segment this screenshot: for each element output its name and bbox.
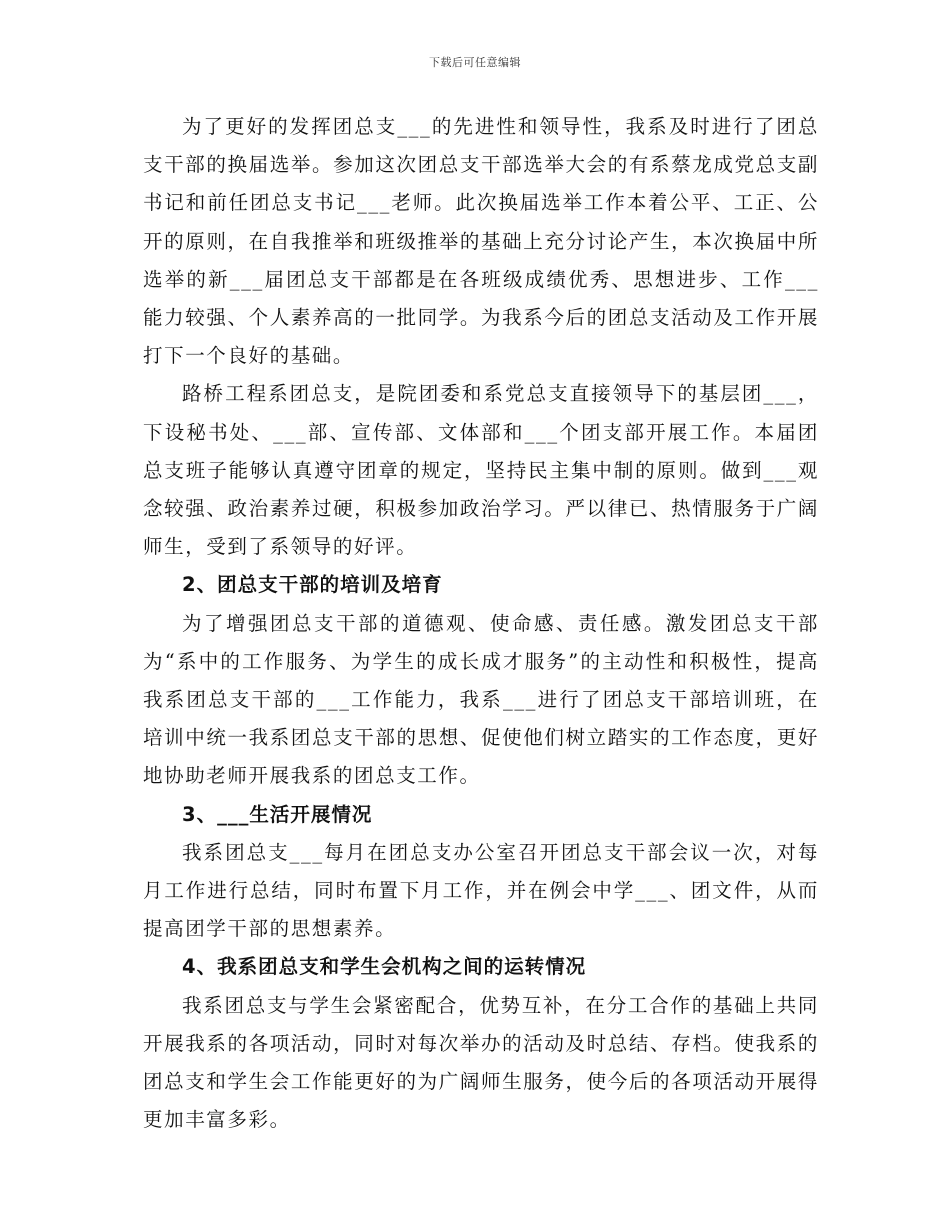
paragraph-training: 为了增强团总支干部的道德观、使命感、责任感。激发团总支干部为“系中的工作服务、为学生的成长成才服务”的主动性和积极性，提高我系团总支干部的___工作能力，我系___进行了团总支干部培训班，在培训中统一我系团总支干部的思想、促使他们树立踏实的工作态度，更好地协助老师开展我系的团总支工作。 bbox=[143, 611, 819, 788]
paragraph-organization: 路桥工程系团总支，是院团委和系党总支直接领导下的基层团___，下设秘书处、___部、宣传部、文体部和___个团支部开展工作。本届团总支班子能够认真遵守团章的规定，坚持民主集中制的原则。做到___观念较强、政治素养过硬，积极参加政治学习。严以律已、热情服务于广阔师生，受到了系领导的好评。 bbox=[143, 382, 819, 559]
section-heading-training: 2、团总支干部的培训及培育 bbox=[182, 573, 443, 597]
paragraph-cooperation: 我系团总支与学生会紧密配合，优势互补，在分工合作的基础上共同开展我系的各项活动，同时对每次举办的活动及时总结、存档。使我系的团总支和学生会工作能更好的为广阔师生服务，使今后的各项活动开展得更加丰富多彩。 bbox=[143, 993, 819, 1132]
document-body bbox=[143, 108, 819, 1139]
paragraph-life: 我系团总支___每月在团总支办公室召开团总支干部会议一次，对每月工作进行总结，同时布置下月工作，并在例会中学___、团文件，从而提高团学干部的思想素养。 bbox=[143, 840, 819, 941]
page-header: 下载后可任意编辑 bbox=[429, 56, 521, 69]
section-heading-life: 3、___生活开展情况 bbox=[182, 802, 373, 826]
section-heading-cooperation: 4、我系团总支和学生会机构之间的运转情况 bbox=[182, 955, 587, 979]
paragraph-election: 为了更好的发挥团总支___的先进性和领导性，我系及时进行了团总支干部的换届选举。参加这次团总支干部选举大会的有系蔡龙成党总支副书记和前任团总支书记___老师。此次换届选举工作本着公平、工正、公开的原则，在自我推举和班级推举的基础上充分讨论产生，本次换届中所选举的新___届团总支干部都是在各班级成绩优秀、思想进步、工作___能力较强、个人素养高的一批同学。为我系今后的团总支活动及工作开展打下一个良好的基础。 bbox=[143, 115, 819, 368]
